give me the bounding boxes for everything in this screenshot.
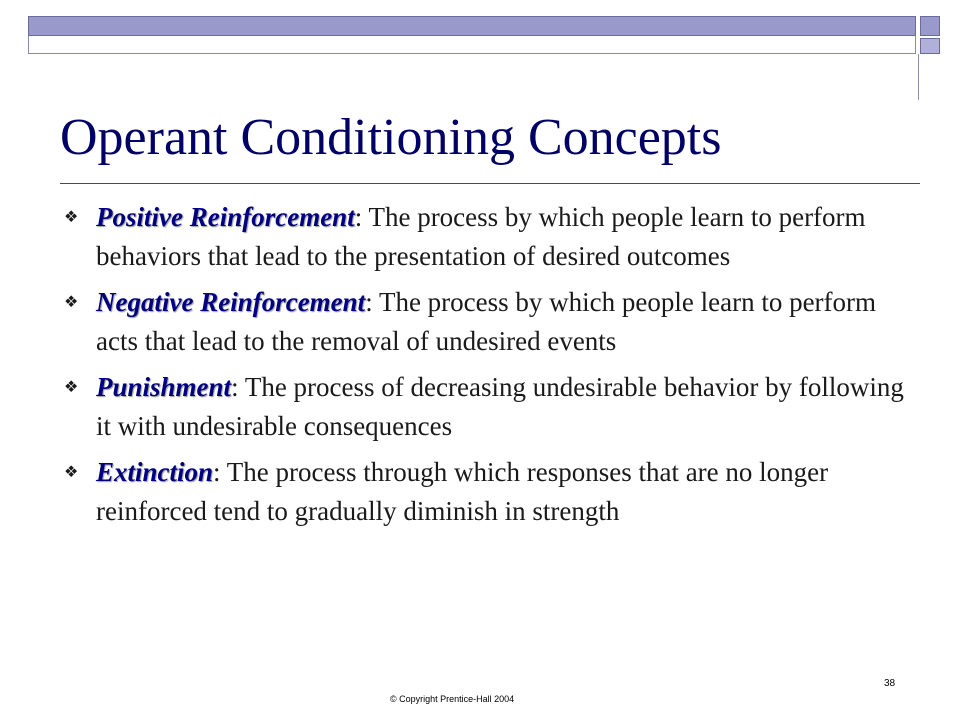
bullet-definition: : The process of decreasing undesirable behavior by following it with undesirable consequences bbox=[96, 372, 904, 441]
copyright-footer: © Copyright Prentice-Hall 2004 bbox=[390, 694, 515, 704]
diamond-bullet-icon: ❖ bbox=[64, 292, 79, 311]
bullet-definition: : The process through which responses that are no longer reinforced tend to gradually diminish in strength bbox=[96, 457, 829, 526]
bullet-definition: : The process by which people learn to perform acts that lead to the removal of undesired events bbox=[96, 287, 877, 356]
bullet-item-negative-reinforcement bbox=[64, 283, 924, 360]
diamond-bullet-icon: ❖ bbox=[64, 207, 79, 226]
slide-title: Operant Conditioning Concepts bbox=[60, 109, 722, 166]
header-vertical-line bbox=[918, 54, 919, 100]
bullet-term: Positive Reinforcement bbox=[96, 202, 355, 232]
bullet-item-punishment bbox=[64, 368, 924, 445]
bullet-term: Negative Reinforcement bbox=[96, 287, 366, 317]
header-square-top bbox=[920, 16, 940, 36]
page-number: 38 bbox=[884, 678, 896, 689]
title-divider bbox=[60, 183, 920, 184]
header-bar-top bbox=[28, 16, 916, 36]
header-bar-bottom bbox=[28, 36, 916, 54]
diamond-bullet-icon: ❖ bbox=[64, 462, 79, 481]
bullet-item-positive-reinforcement bbox=[64, 198, 924, 275]
diamond-bullet-icon: ❖ bbox=[64, 377, 79, 396]
bullet-item-extinction bbox=[64, 453, 924, 530]
bullet-list bbox=[64, 198, 924, 538]
bullet-term: Extinction bbox=[96, 457, 214, 487]
header-square-bottom bbox=[920, 38, 940, 54]
bullet-term: Punishment bbox=[96, 372, 232, 402]
bullet-definition: : The process by which people learn to perform behaviors that lead to the presentation of desired outcomes bbox=[96, 202, 866, 271]
